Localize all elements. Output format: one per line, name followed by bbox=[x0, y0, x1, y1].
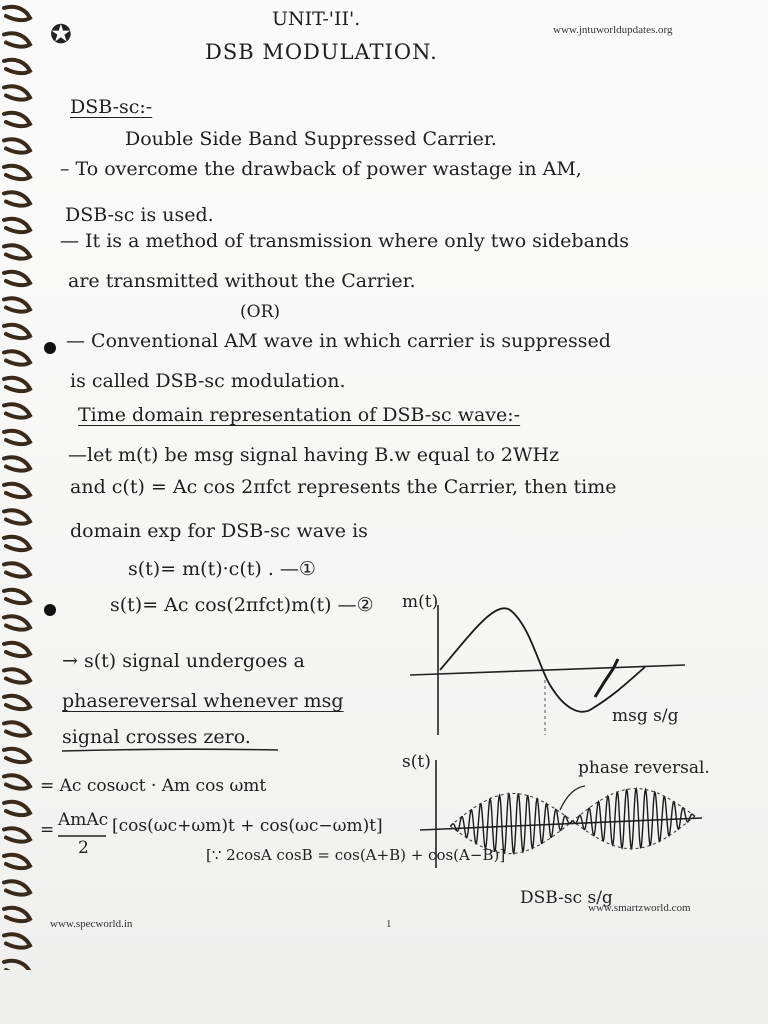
footer-left-site: www.specworld.in bbox=[50, 918, 133, 930]
spiral-ring bbox=[4, 616, 30, 629]
text-line: domain exp for DSB-sc wave is bbox=[70, 520, 368, 542]
spiral-ring bbox=[4, 510, 30, 523]
phase-reversal-label: phase reversal. bbox=[578, 758, 710, 778]
text-line: DSB-sc is used. bbox=[65, 204, 214, 226]
website-top: www.jntuworldupdates.org bbox=[553, 24, 673, 36]
derivation-fraction-num: AmAc bbox=[58, 810, 109, 830]
text-line: — It is a method of transmission where only two sidebands bbox=[60, 230, 630, 252]
spiral-ring bbox=[4, 325, 30, 338]
text-line: – To overcome the drawback of power wastage in AM, bbox=[60, 158, 582, 180]
spiral-ring bbox=[4, 113, 30, 126]
derivation-fraction-den: 2 bbox=[78, 838, 89, 858]
spiral-ring bbox=[4, 643, 30, 656]
spiral-ring bbox=[4, 60, 30, 73]
dsb-axis-label: s(t) bbox=[402, 752, 431, 772]
spiral-ring bbox=[4, 457, 30, 470]
spiral-ring bbox=[4, 298, 30, 311]
note-line: phasereversal whenever msg bbox=[62, 690, 344, 712]
text-line: is called DSB-sc modulation. bbox=[70, 370, 346, 392]
equation-1: s(t)= m(t)·c(t) . —① bbox=[128, 558, 316, 580]
section-expansion: Double Side Band Suppressed Carrier. bbox=[125, 128, 497, 150]
spiral-ring bbox=[4, 484, 30, 497]
msg-axis-label: m(t) bbox=[402, 592, 439, 612]
spiral-ring bbox=[4, 828, 30, 841]
bullet-dot bbox=[44, 604, 56, 616]
spiral-ring bbox=[4, 351, 30, 364]
spiral-ring bbox=[4, 855, 30, 868]
spiral-ring bbox=[4, 245, 30, 258]
or-label: (OR) bbox=[240, 302, 281, 322]
spiral-ring bbox=[4, 272, 30, 285]
spiral-ring bbox=[4, 908, 30, 921]
spiral-ring bbox=[4, 431, 30, 444]
msg-caption: msg s/g bbox=[612, 706, 679, 726]
spiral-ring bbox=[4, 881, 30, 894]
time-domain-heading: Time domain representation of DSB-sc wave:- bbox=[78, 404, 521, 426]
bullet-dot bbox=[44, 342, 56, 354]
note-line: → s(t) signal undergoes a bbox=[62, 650, 305, 672]
text-line: — Conventional AM wave in which carrier is suppressed bbox=[66, 330, 611, 352]
spiral-ring bbox=[4, 33, 30, 46]
star-icon: ✪ bbox=[50, 20, 72, 50]
unit-label: UNIT-'II'. bbox=[272, 8, 361, 30]
text-line: are transmitted without the Carrier. bbox=[68, 270, 416, 292]
dsb-caption: DSB-sc s/g bbox=[520, 888, 613, 908]
text-line: —let m(t) be msg signal having B.w equal to 2WHz bbox=[68, 444, 560, 466]
spiral-ring bbox=[4, 802, 30, 815]
spiral-binding bbox=[0, 0, 40, 970]
spiral-ring bbox=[4, 537, 30, 550]
spiral-ring bbox=[4, 192, 30, 205]
underline bbox=[60, 746, 280, 754]
spiral-ring bbox=[4, 749, 30, 762]
spiral-ring bbox=[4, 590, 30, 603]
spiral-ring bbox=[4, 696, 30, 709]
spiral-ring bbox=[4, 934, 30, 947]
footer-right-site: www.smartzworld.com bbox=[588, 902, 691, 914]
spiral-ring bbox=[4, 219, 30, 232]
spiral-ring bbox=[4, 669, 30, 682]
spiral-ring bbox=[4, 139, 30, 152]
spiral-ring bbox=[4, 378, 30, 391]
page-number: 1 bbox=[386, 918, 392, 930]
spiral-ring bbox=[4, 7, 30, 20]
section-heading: DSB-sc:- bbox=[70, 96, 153, 118]
page-title: DSB MODULATION. bbox=[205, 40, 438, 64]
derivation-equals: = bbox=[40, 820, 55, 840]
spiral-ring bbox=[4, 166, 30, 179]
equation-2: s(t)= Ac cos(2πfct)m(t) —② bbox=[110, 594, 374, 616]
spiral-ring bbox=[4, 722, 30, 735]
spiral-ring bbox=[4, 563, 30, 576]
derivation-line-2: [cos(ωc+ωm)t + cos(ωc−ωm)t] bbox=[112, 816, 383, 836]
spiral-ring bbox=[4, 404, 30, 417]
spiral-ring bbox=[4, 775, 30, 788]
spiral-ring bbox=[4, 961, 30, 970]
text-line: and c(t) = Ac cos 2πfct represents the Carrier, then time bbox=[70, 476, 617, 498]
derivation-line-3: [∵ 2cosA cosB = cos(A+B) + cos(A−B)] bbox=[206, 846, 506, 864]
note-line: signal crosses zero. bbox=[62, 726, 251, 748]
spiral-ring bbox=[4, 86, 30, 99]
derivation-line-1: = Ac cosωct · Am cos ωmt bbox=[40, 776, 267, 796]
